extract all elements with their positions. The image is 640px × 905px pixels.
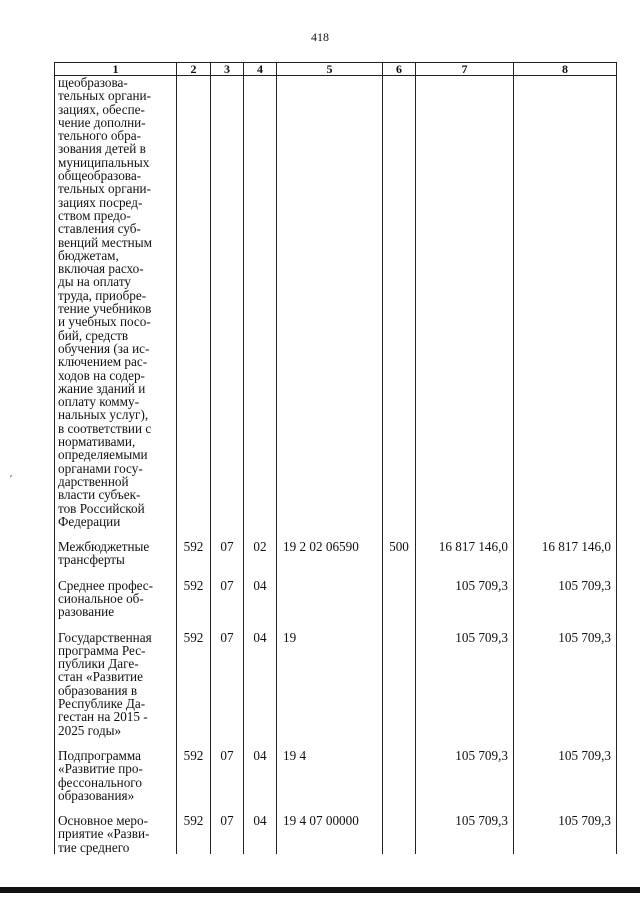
table-body (55, 76, 617, 855)
spacer-cell (177, 619, 211, 631)
page-number: 418 (311, 30, 329, 44)
cell-c6 (383, 579, 416, 619)
cell-c3: 07 (211, 631, 244, 737)
spacer-cell (211, 619, 244, 631)
table-row (55, 814, 617, 854)
col-header-3: 3 (211, 63, 244, 76)
spacer-cell (177, 567, 211, 579)
spacer-cell (514, 567, 617, 579)
cell-c8: 105 709,3 (514, 631, 617, 737)
row-name: Государственная программа Рес- публики Даге- стан «Развитие образования в Республике Да- гестан на 2015 - 2025 годы» (55, 631, 177, 737)
spacer-cell (383, 737, 416, 749)
cell-c5: 19 4 (277, 749, 383, 802)
cell-c8: 16 817 146,0 (514, 540, 617, 567)
cell-c7: 16 817 146,0 (416, 540, 514, 567)
cell-c3: 07 (211, 814, 244, 854)
table-row (55, 631, 617, 737)
cell-c3: 07 (211, 540, 244, 567)
cell-c2 (177, 76, 211, 529)
cell-c6: 500 (383, 540, 416, 567)
row-spacer (55, 619, 617, 631)
cell-c2: 592 (177, 579, 211, 619)
cell-c4: 04 (244, 631, 277, 737)
cell-c5 (277, 579, 383, 619)
cell-c4: 04 (244, 814, 277, 854)
spacer-cell (55, 567, 177, 579)
row-spacer (55, 567, 617, 579)
cell-c4: 04 (244, 749, 277, 802)
budget-table (54, 62, 617, 854)
cell-c5: 19 4 07 00000 (277, 814, 383, 854)
cell-c4 (244, 76, 277, 529)
cell-c7: 105 709,3 (416, 631, 514, 737)
cell-c5: 19 2 02 06590 (277, 540, 383, 567)
cell-c5 (277, 76, 383, 529)
cell-c8: 105 709,3 (514, 579, 617, 619)
spacer-cell (277, 567, 383, 579)
col-header-4: 4 (244, 63, 277, 76)
table-row (55, 749, 617, 802)
cell-c2: 592 (177, 631, 211, 737)
cell-c6 (383, 814, 416, 854)
spacer-cell (416, 567, 514, 579)
cell-c2: 592 (177, 814, 211, 854)
table-row (55, 540, 617, 567)
cell-c4: 04 (244, 579, 277, 619)
spacer-cell (211, 567, 244, 579)
row-name: щеобразова- тельных органи- зациях, обеспе- чение дополни- тельного обра- зования детей в муниципальных общеобразова- тельных органи- зациях посред- ством предо- ставления суб- венций местным бюджетам, включая расхо- ды на оплату труда, приобре- тение учебников и учебных посо- бий, средств обучения (за ис- ключением рас- ходов на содер- жание зданий и оплату комму- нальных услуг), в соответствии с нормативами, определяемыми органами госу- дарственной власти субъек- тов Российской Федерации (55, 76, 177, 529)
row-name: Подпрограмма «Развитие про- фессонального образования» (55, 749, 177, 802)
col-header-8: 8 (514, 63, 617, 76)
cell-c6 (383, 76, 416, 529)
spacer-cell (277, 619, 383, 631)
spacer-cell (55, 619, 177, 631)
cell-c6 (383, 631, 416, 737)
cell-c6 (383, 749, 416, 802)
cell-c3 (211, 76, 244, 529)
spacer-cell (416, 619, 514, 631)
spacer-cell (244, 619, 277, 631)
cell-c7 (416, 76, 514, 529)
col-header-2: 2 (177, 63, 211, 76)
spacer-cell (383, 802, 416, 814)
cell-c2: 592 (177, 540, 211, 567)
cell-c3: 07 (211, 749, 244, 802)
scan-edge (0, 887, 640, 893)
cell-c8: 105 709,3 (514, 749, 617, 802)
spacer-cell (514, 619, 617, 631)
table-row (55, 579, 617, 619)
spacer-cell (383, 567, 416, 579)
spacer-cell (244, 567, 277, 579)
col-header-7: 7 (416, 63, 514, 76)
col-header-6: 6 (383, 63, 416, 76)
header-row (55, 63, 617, 76)
cell-c3: 07 (211, 579, 244, 619)
cell-c5: 19 (277, 631, 383, 737)
scan-mark: ′ (10, 474, 13, 485)
row-name: Основное меро- приятие «Разви- тие среднего (55, 814, 177, 854)
col-header-1: 1 (55, 63, 177, 76)
row-name: Среднее профес- сиональное об- разование (55, 579, 177, 619)
cell-c7: 105 709,3 (416, 749, 514, 802)
table-row (55, 76, 617, 529)
spacer-cell (383, 619, 416, 631)
cell-c2: 592 (177, 749, 211, 802)
cell-c4: 02 (244, 540, 277, 567)
cell-c7: 105 709,3 (416, 579, 514, 619)
row-name: Межбюджетные трансферты (55, 540, 177, 567)
cell-c8 (514, 76, 617, 529)
cell-c7: 105 709,3 (416, 814, 514, 854)
col-header-5: 5 (277, 63, 383, 76)
cell-c8: 105 709,3 (514, 814, 617, 854)
